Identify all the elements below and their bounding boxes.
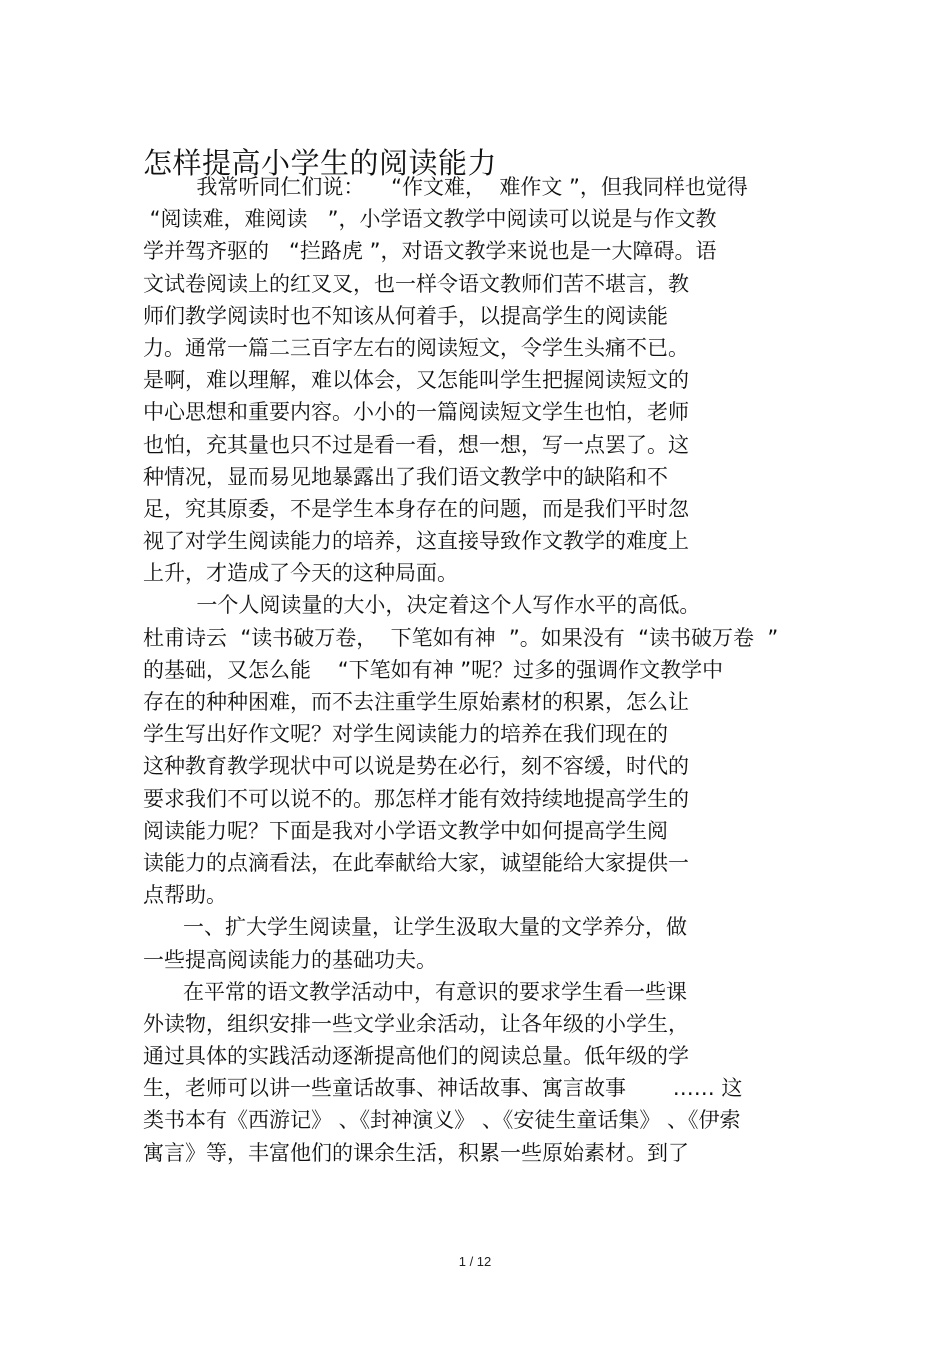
body-text-line: 一些提高阅读能力的基础功夫。 [143, 947, 437, 972]
body-text-line: 种情况，显而易见地暴露出了我们语文教学中的缺陷和不 [143, 464, 668, 489]
body-text-line: 读能力的点滴看法，在此奉献给大家，诚望能给大家提供一 [143, 850, 689, 875]
body-text-line: 杜甫诗云 “读书破万卷， 下笔如有神 ”。如果没有 “读书破万卷 ” [143, 625, 779, 650]
body-text-line: 类书本有《西游记》 、《封神演义》 、《安徒生童话集》 、《伊索 [143, 1108, 741, 1133]
body-text-line: 也怕，充其量也只不过是看一看，想一想，写一点罢了。这 [143, 432, 689, 457]
body-text-line: 上升，才造成了今天的这种局面。 [143, 561, 458, 586]
body-text-line: “阅读难，难阅读 ”，小学语文教学中阅读可以说是与作文教 [143, 207, 717, 232]
body-text-line: 学生写出好作文呢？对学生阅读能力的培养在我们现在的 [143, 722, 668, 747]
body-text-line: 在平常的语文教学活动中，有意识的要求学生看一些课 [143, 979, 688, 1004]
body-text-line: 足，究其原委，不是学生本身存在的问题，而是我们平时忽 [143, 496, 689, 521]
body-text-line: 力。通常一篇二三百字左右的阅读短文，令学生头痛不已。 [143, 335, 689, 360]
body-text-line: 生，老师可以讲一些童话故事、神话故事、寓言故事 …… 这 [143, 1076, 743, 1101]
body-text-line: 文试卷阅读上的红叉叉，也一样令语文教师们苦不堪言，教 [143, 271, 689, 296]
body-text-line: 视了对学生阅读能力的培养，这直接导致作文教学的难度上 [143, 529, 689, 554]
body-text-line: 外读物，组织安排一些文学业余活动，让各年级的小学生， [143, 1011, 689, 1036]
body-text-line: 要求我们不可以说不的。那怎样才能有效持续地提高学生的 [143, 786, 689, 811]
body-text-line: 一个人阅读量的大小，决定着这个人写作水平的高低。 [143, 593, 701, 618]
body-text-line: 中心思想和重要内容。小小的一篇阅读短文学生也怕，老师 [143, 400, 689, 425]
document-title: 怎样提高小学生的阅读能力 [143, 146, 498, 181]
body-text-line: 这种教育教学现状中可以说是势在必行，刻不容缓，时代的 [143, 754, 689, 779]
body-text-line: 阅读能力呢？下面是我对小学语文教学中如何提高学生阅 [143, 818, 668, 843]
body-text-line: 学并驾齐驱的 “拦路虎 ”，对语文教学来说也是一大障碍。语 [143, 239, 717, 264]
body-text-line: 是啊，难以理解，难以体会，又怎能叫学生把握阅读短文的 [143, 368, 689, 393]
body-text-line: 存在的种种困难，而不去注重学生原始素材的积累，怎么让 [143, 690, 689, 714]
document-body [143, 171, 823, 1169]
body-text-line: 点帮助。 [143, 883, 227, 908]
body-text-line: 寓言》等，丰富他们的课余生活，积累一些原始素材。到了 [143, 1140, 689, 1165]
page-indicator: 1 / 12 [458, 1254, 492, 1269]
body-text-line: 通过具体的实践活动逐渐提高他们的阅读总量。低年级的学 [143, 1044, 689, 1069]
body-text-line: 一、扩大学生阅读量，让学生汲取大量的文学养分，做 [143, 915, 688, 940]
body-text-line: 的基础，又怎么能 “下笔如有神 ”呢？过多的强调作文教学中 [143, 657, 724, 682]
body-text-line: 我常听同仁们说： “作文难， 难作文 ”，但我同样也觉得 [143, 175, 748, 199]
body-text-line: 师们教学阅读时也不知该从何着手，以提高学生的阅读能 [143, 303, 668, 328]
